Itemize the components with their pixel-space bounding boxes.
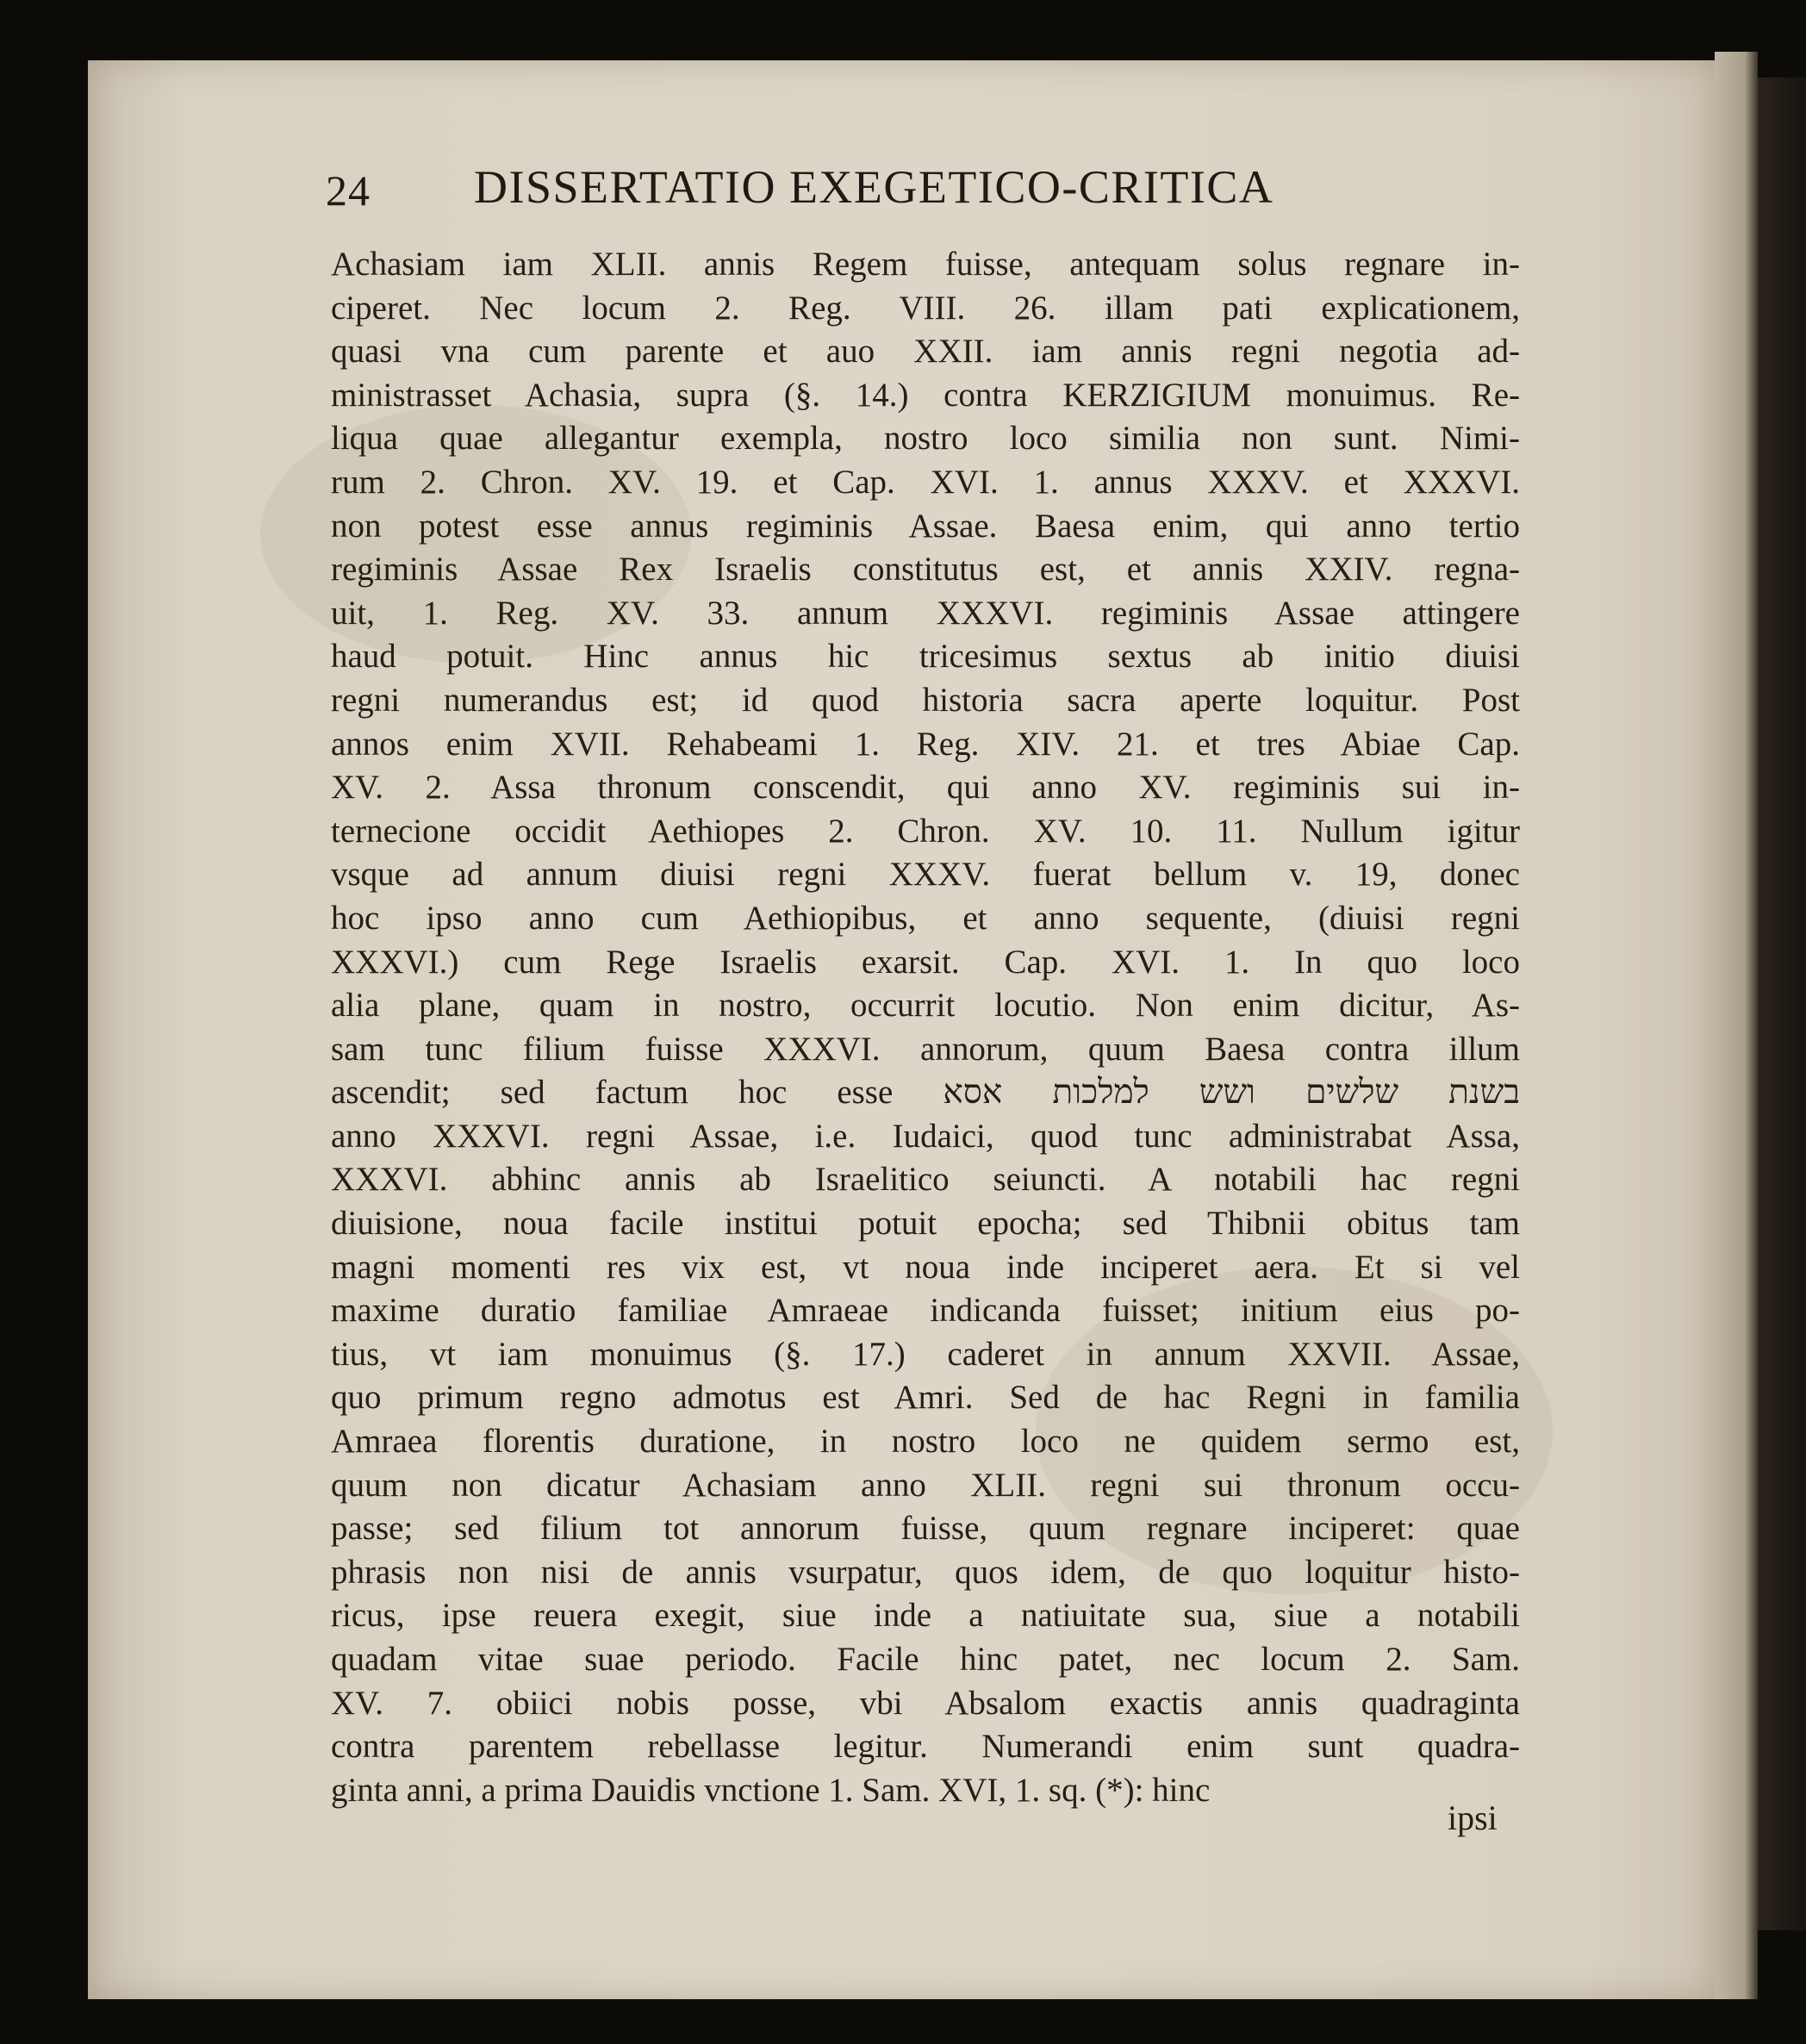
text-line: XV. 2. Assa thronum conscendit, qui anno XV. regiminis sui in- — [331, 769, 1520, 807]
text-line: vsque ad annum diuisi regni XXXV. fuerat bellum v. 19, donec — [331, 856, 1520, 894]
text-line: ascendit; sed factum hoc esse בשנת שלשים ושש למלכות אסא — [331, 1074, 1521, 1112]
text-line: diuisione, noua facile institui potuit epocha; sed Thibnii obitus tam — [331, 1205, 1520, 1243]
text-line: quum non dicatur Achasiam anno XLII. regni sui thronum occu- — [331, 1466, 1520, 1504]
body-text — [331, 243, 1520, 1812]
text-line: ginta anni, a prima Dauidis vnctione 1. Sam. XVI, 1. sq. (*): hinc — [331, 1771, 1211, 1809]
text-line: ministrasset Achasia, supra (§. 14.) contra KERZIGIUM monuimus. Re- — [331, 376, 1520, 414]
text-line: XV. 7. obiici nobis posse, vbi Absalom exactis annis quadraginta — [331, 1684, 1520, 1722]
catchword: ipsi — [1448, 1798, 1498, 1837]
running-title: DISSERTATIO EXEGETICO-CRITICA — [474, 161, 1274, 213]
text-line: regni numerandus est; id quod historia sacra aperte loquitur. Post — [331, 681, 1520, 719]
text-line: uit, 1. Reg. XV. 33. annum XXXVI. regiminis Assae attingere — [331, 594, 1520, 632]
text-line: magni momenti res vix est, vt noua inde inciperet aera. Et si vel — [331, 1248, 1520, 1286]
text-line: quadam vitae suae periodo. Facile hinc patet, nec locum 2. Sam. — [331, 1641, 1520, 1678]
text-line: maxime duratio familiae Amraeae indicanda fuisset; initium eius po- — [331, 1292, 1520, 1330]
text-line: haud potuit. Hinc annus hic tricesimus sextus ab initio diuisi — [331, 638, 1520, 676]
text-line: tius, vt iam monuimus (§. 17.) caderet in annum XXVII. Assae, — [331, 1335, 1520, 1373]
text-line: Amraea florentis duratione, in nostro loco ne quidem sermo est, — [331, 1423, 1520, 1461]
page-header — [326, 160, 1532, 221]
page-edge — [1715, 52, 1758, 1999]
text-line: ternecione occidit Aethiopes 2. Chron. XV. 10. 11. Nullum igitur — [331, 812, 1520, 850]
text-line: quo primum regno admotus est Amri. Sed de hac Regni in familia — [331, 1379, 1520, 1417]
text-line: annos enim XVII. Rehabeami 1. Reg. XIV. 21. et tres Abiae Cap. — [331, 725, 1520, 763]
text-line: alia plane, quam in nostro, occurrit locutio. Non enim dicitur, As- — [331, 987, 1520, 1025]
page-number: 24 — [326, 166, 371, 215]
text-line: anno XXXVI. regni Assae, i.e. Iudaici, quod tunc administrabat Assa, — [331, 1117, 1520, 1155]
text-line: rum 2. Chron. XV. 19. et Cap. XVI. 1. annus XXXV. et XXXVI. — [331, 463, 1520, 501]
text-line: ciperet. Nec locum 2. Reg. VIII. 26. illam pati explicationem, — [331, 289, 1520, 327]
text-line: XXXVI.) cum Rege Israelis exarsit. Cap. XVI. 1. In quo loco — [331, 943, 1520, 981]
text-line: passe; sed filium tot annorum fuisse, quum regnare inciperet: quae — [331, 1510, 1520, 1548]
text-line: hoc ipso anno cum Aethiopibus, et anno sequente, (diuisi regni — [331, 899, 1520, 937]
text-line: ricus, ipse reuera exegit, siue inde a natiuitate sua, siue a notabili — [331, 1597, 1520, 1635]
text-line: phrasis non nisi de annis vsurpatur, quos idem, de quo loquitur histo- — [331, 1553, 1520, 1591]
text-line: sam tunc filium fuisse XXXVI. annorum, quum Baesa contra illum — [331, 1030, 1520, 1068]
text-line: XXXVI. abhinc annis ab Israelitico seiuncti. A notabili hac regni — [331, 1161, 1520, 1199]
text-line: Achasiam iam XLII. annis Regem fuisse, antequam solus regnare in- — [331, 246, 1520, 283]
text-line: contra parentem rebellasse legitur. Numerandi enim sunt quadra- — [331, 1728, 1520, 1766]
facing-page-edge — [1758, 78, 1806, 1930]
text-line: liqua quae allegantur exempla, nostro loco similia non sunt. Nimi- — [331, 420, 1520, 458]
text-line: quasi vna cum parente et auo XXII. iam annis regni negotia ad- — [331, 333, 1520, 371]
text-line: non potest esse annus regiminis Assae. Baesa enim, qui anno tertio — [331, 507, 1520, 545]
text-line: regiminis Assae Rex Israelis constitutus est, et annis XXIV. regna- — [331, 551, 1520, 589]
